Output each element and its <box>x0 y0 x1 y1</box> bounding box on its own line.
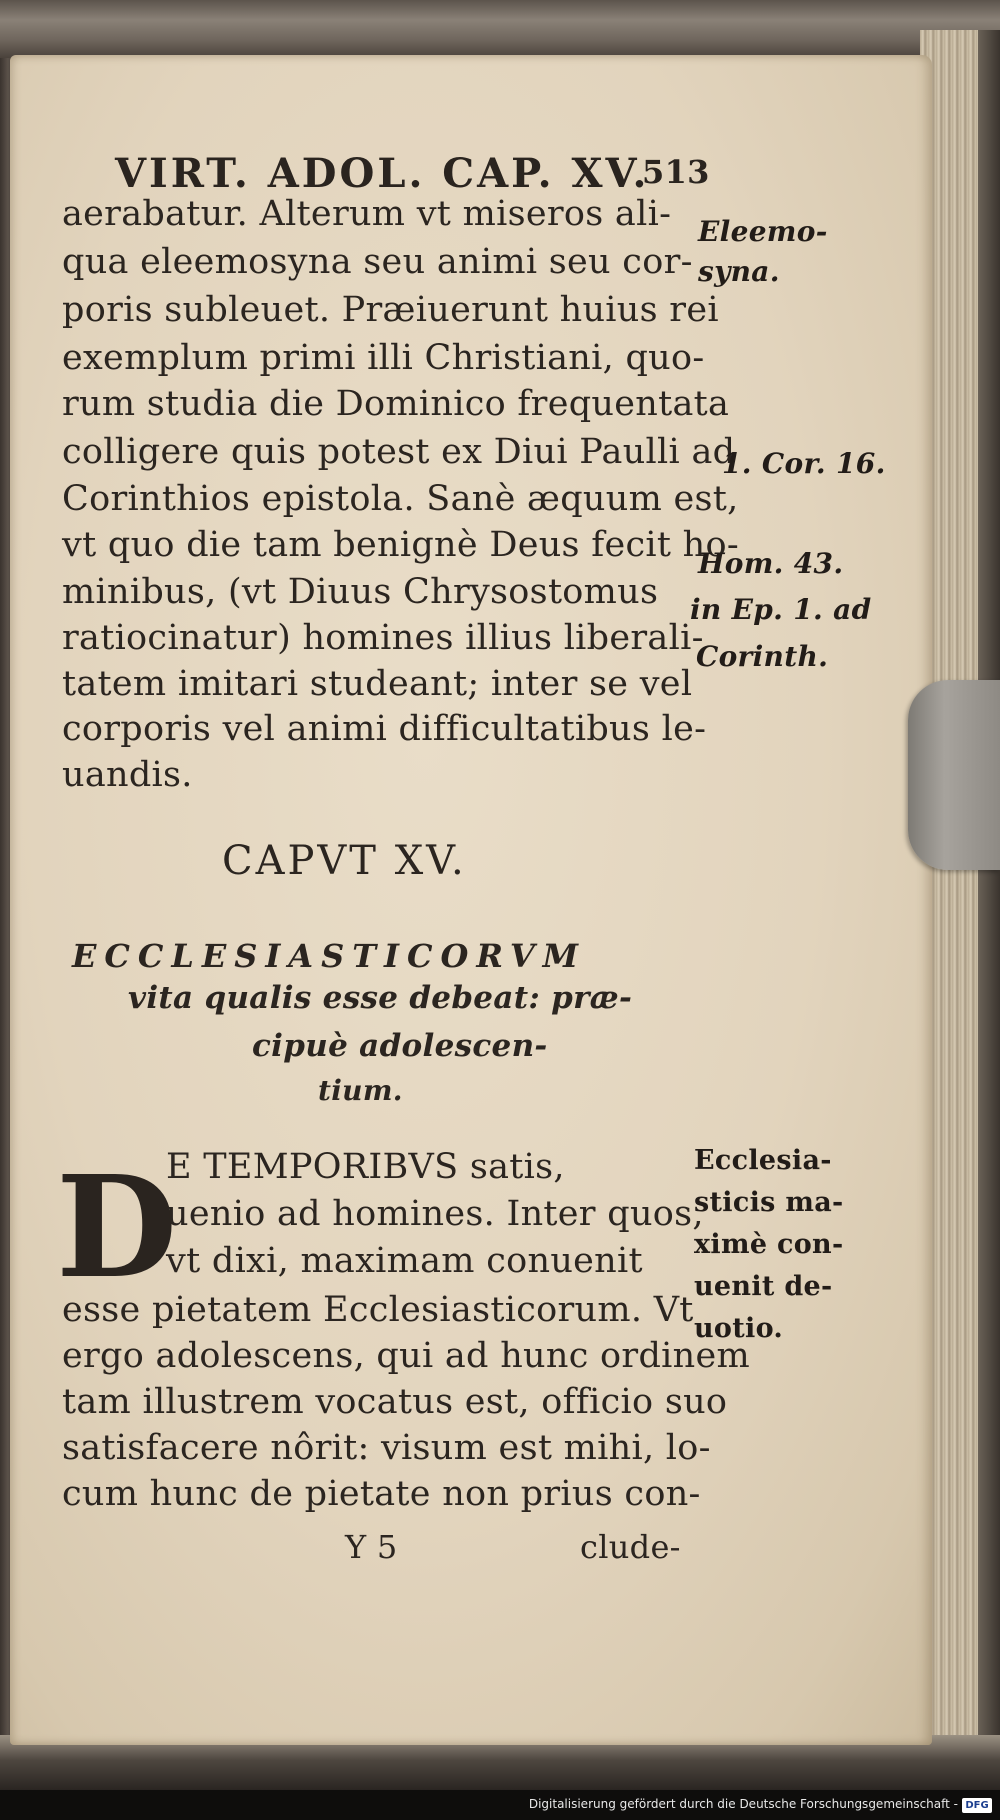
signature-mark: Y 5 <box>345 1528 398 1566</box>
body-line: exemplum primi illi Christiani, quo- <box>62 338 705 378</box>
body-line: uenio ad homines. Inter quos, <box>166 1194 704 1234</box>
body-line: colligere quis potest ex Diui Paulli ad <box>62 432 736 472</box>
body-line: tatem imitari studeant; inter se vel <box>62 664 693 704</box>
body-line: uandis. <box>62 755 193 795</box>
chapter-subtitle: vita qualis esse debeat: præ- <box>128 980 633 1016</box>
body-line: aerabatur. Alterum vt miseros ali- <box>62 194 672 234</box>
dfg-logo: DFG <box>962 1798 992 1813</box>
body-line: tam illustrem vocatus est, officio suo <box>62 1382 728 1422</box>
body-line: cum hunc de pietate non prius con- <box>62 1474 701 1514</box>
body-line: qua eleemosyna seu animi seu cor- <box>62 242 693 282</box>
margin-note: uotio. <box>694 1313 784 1344</box>
margin-note: 1. Cor. 16. <box>722 447 886 480</box>
body-line: vt dixi, maximam conuenit <box>166 1241 643 1281</box>
margin-note: Ecclesia- <box>694 1145 832 1176</box>
body-line: esse pietatem Ecclesiasticorum. Vt <box>62 1290 694 1330</box>
body-line: minibus, (vt Diuus Chrysostomus <box>62 572 659 612</box>
body-line: rum studia die Dominico frequentata <box>62 384 730 424</box>
margin-note: Hom. 43. <box>698 547 844 580</box>
body-line: ergo adolescens, qui ad hunc ordinem <box>62 1336 750 1376</box>
margin-note: ximè con- <box>694 1229 844 1260</box>
margin-note: uenit de- <box>694 1271 833 1302</box>
catchword: clude- <box>580 1528 681 1566</box>
book-page <box>10 55 932 1745</box>
body-line: corporis vel animi difficultatibus le- <box>62 709 707 749</box>
book-fore-edge <box>920 30 1000 1760</box>
body-line: ratiocinatur) homines illius liberali- <box>62 618 704 658</box>
margin-note: syna. <box>698 255 780 288</box>
bookmark-ribbon <box>908 680 1000 870</box>
margin-note: sticis ma- <box>694 1187 844 1218</box>
chapter-subtitle: cipuè adolescen- <box>252 1028 548 1064</box>
body-line: vt quo die tam benignè Deus fecit ho- <box>62 525 740 565</box>
body-line: Corinthios epistola. Sanè æquum est, <box>62 479 739 519</box>
drop-cap: D <box>56 1146 178 1310</box>
page-number: 513 <box>642 153 710 191</box>
book-top-edge <box>0 0 1000 58</box>
chapter-subtitle: tium. <box>318 1074 403 1107</box>
running-header: VIRT. ADOL. CAP. XV. <box>115 150 650 197</box>
margin-note: Corinth. <box>696 640 829 673</box>
margin-note: in Ep. 1. ad <box>690 593 872 626</box>
margin-note: Eleemo- <box>698 215 828 248</box>
digitization-credit: Digitalisierung gefördert durch die Deutsche Forschungsgemeinschaft - <box>528 1797 958 1811</box>
chapter-title: CAPVT XV. <box>222 838 467 884</box>
body-line: satisfacere nôrit: visum est mihi, lo- <box>62 1428 711 1468</box>
body-line: E TEMPORIBVS satis, <box>166 1147 565 1187</box>
body-line: poris subleuet. Præiuerunt huius rei <box>62 290 719 330</box>
chapter-subtitle: ECCLESIASTICORVM <box>72 937 587 975</box>
